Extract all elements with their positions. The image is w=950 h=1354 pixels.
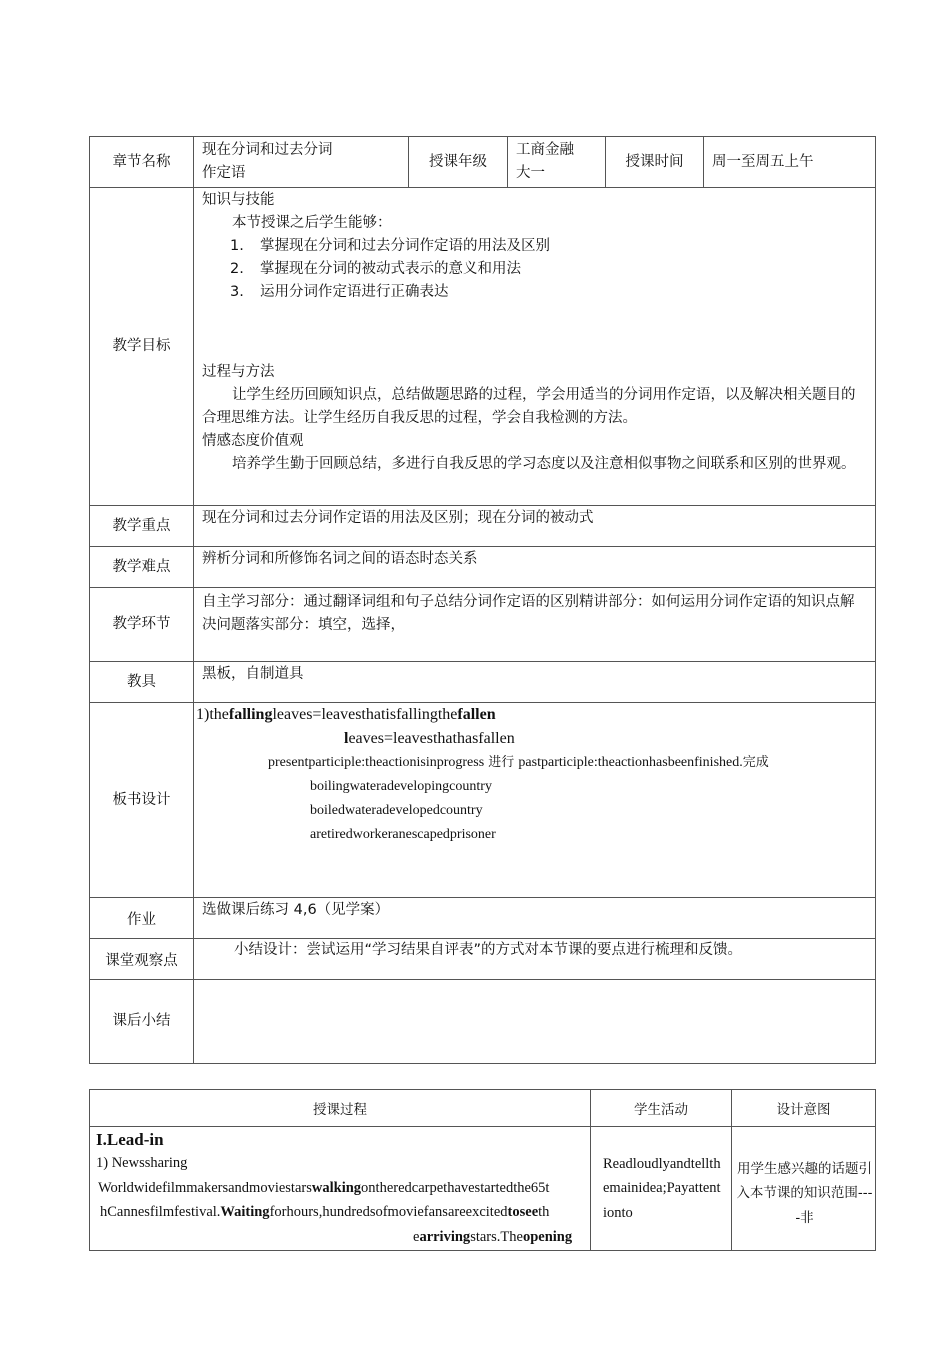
time-value: 周一至周五上午 bbox=[704, 137, 876, 188]
process-content bbox=[90, 1127, 591, 1251]
board-line-5: boiledwateradevelopedcountry bbox=[310, 803, 483, 818]
news-line-3: earrivingstars.Theopening bbox=[413, 1228, 573, 1245]
header-student-activity: 学生活动 bbox=[591, 1090, 732, 1127]
objective-item: 3. 运用分词作定语进行正确表达 bbox=[230, 284, 449, 300]
objective-item: 2. 掌握现在分词的被动式表示的意义和用法 bbox=[230, 261, 521, 277]
board-line-2: leaves=leavesthathasfallen bbox=[344, 730, 515, 747]
difficulties-label: 教学难点 bbox=[90, 547, 194, 588]
chapter-value-line1: 现在分词和过去分词 bbox=[202, 142, 333, 158]
process-table bbox=[89, 1089, 876, 1251]
observation-text: 小结设计：尝试运用“学习结果自评表”的方式对本节课的要点进行梳理和反馈。 bbox=[194, 939, 876, 980]
homework-label: 作业 bbox=[90, 898, 194, 939]
objectives-label: 教学目标 bbox=[90, 188, 194, 506]
board-design bbox=[194, 703, 876, 898]
tools-text: 黑板，自制道具 bbox=[194, 662, 876, 703]
board-line-3: presentparticiple:theactionisinprogress 进行 pastparticiple:theactionhasbeenfinished.完成 bbox=[268, 755, 769, 770]
summary-text bbox=[194, 980, 876, 1064]
chapter-label: 章节名称 bbox=[90, 137, 194, 188]
objectives-content bbox=[194, 188, 876, 506]
grade-label: 授课年级 bbox=[409, 137, 508, 188]
chapter-value-line2: 作定语 bbox=[202, 165, 246, 181]
emotion-title: 情感态度价值观 bbox=[202, 433, 304, 449]
lesson-plan-table bbox=[89, 136, 876, 1064]
board-line-6: aretiredworkeranescapedprisoner bbox=[310, 827, 496, 842]
process-text: 让学生经历回顾知识点，总结做题思路的过程，学会用适当的分词用作定语，以及解决相关题目的合理思维方法。让学生经历自我反思的过程，学会自我检测的方法。 bbox=[202, 387, 856, 426]
board-line-1: 1)thefallingleaves=leavesthatisfallingthefallen bbox=[196, 706, 496, 723]
news-line-2: hCannesfilmfestival.Waitingforhours,hundredsofmoviefansareexcitedtoseeth bbox=[100, 1204, 550, 1220]
process-title: 过程与方法 bbox=[202, 364, 275, 380]
chapter-value bbox=[194, 137, 409, 188]
difficulties-text: 辨析分词和所修饰名词之间的语态时态关系 bbox=[194, 547, 876, 588]
grade-value-line1: 工商金融 bbox=[516, 142, 574, 158]
tools-label: 教具 bbox=[90, 662, 194, 703]
homework-text: 选做课后练习 4,6（见学案） bbox=[194, 898, 876, 939]
objective-item: 1. 掌握现在分词和过去分词作定语的用法及区别 bbox=[230, 238, 550, 254]
board-line-4: boilingwateradevelopingcountry bbox=[310, 779, 492, 794]
observation-label: 课堂观察点 bbox=[90, 939, 194, 980]
stages-label: 教学环节 bbox=[90, 588, 194, 662]
emotion-text: 培养学生勤于回顾总结，多进行自我反思的学习态度以及注意相似事物之间联系和区别的世界观。 bbox=[232, 456, 856, 472]
key-points-text: 现在分词和过去分词作定语的用法及区别；现在分词的被动式 bbox=[194, 506, 876, 547]
board-label: 板书设计 bbox=[90, 703, 194, 898]
knowledge-title: 知识与技能 bbox=[202, 192, 275, 208]
design-intent-text: 用学生感兴趣的话题引入本节课的知识范围----非 bbox=[732, 1127, 876, 1251]
objectives-intro: 本节授课之后学生能够： bbox=[232, 215, 392, 231]
grade-value-line2: 大一 bbox=[516, 165, 545, 181]
news-sharing-title: 1) Newssharing bbox=[96, 1155, 188, 1171]
key-points-label: 教学重点 bbox=[90, 506, 194, 547]
header-design-intent: 设计意图 bbox=[732, 1090, 876, 1127]
stages-text: 自主学习部分：通过翻译词组和句子总结分词作定语的区别精讲部分：如何运用分词作定语的知识点解决问题落实部分：填空，选择， bbox=[194, 588, 876, 662]
summary-label: 课后小结 bbox=[90, 980, 194, 1064]
header-process: 授课过程 bbox=[90, 1090, 591, 1127]
news-line-1: Worldwidefilmmakersandmoviestarswalkingontheredcarpethavestartedthe65t bbox=[98, 1179, 550, 1196]
lead-in-title: I.Lead-in bbox=[96, 1130, 164, 1149]
grade-value bbox=[508, 137, 606, 188]
time-label: 授课时间 bbox=[606, 137, 704, 188]
student-activity-text: Readloudlyandtellthemainidea;Payattentionto bbox=[591, 1127, 732, 1251]
